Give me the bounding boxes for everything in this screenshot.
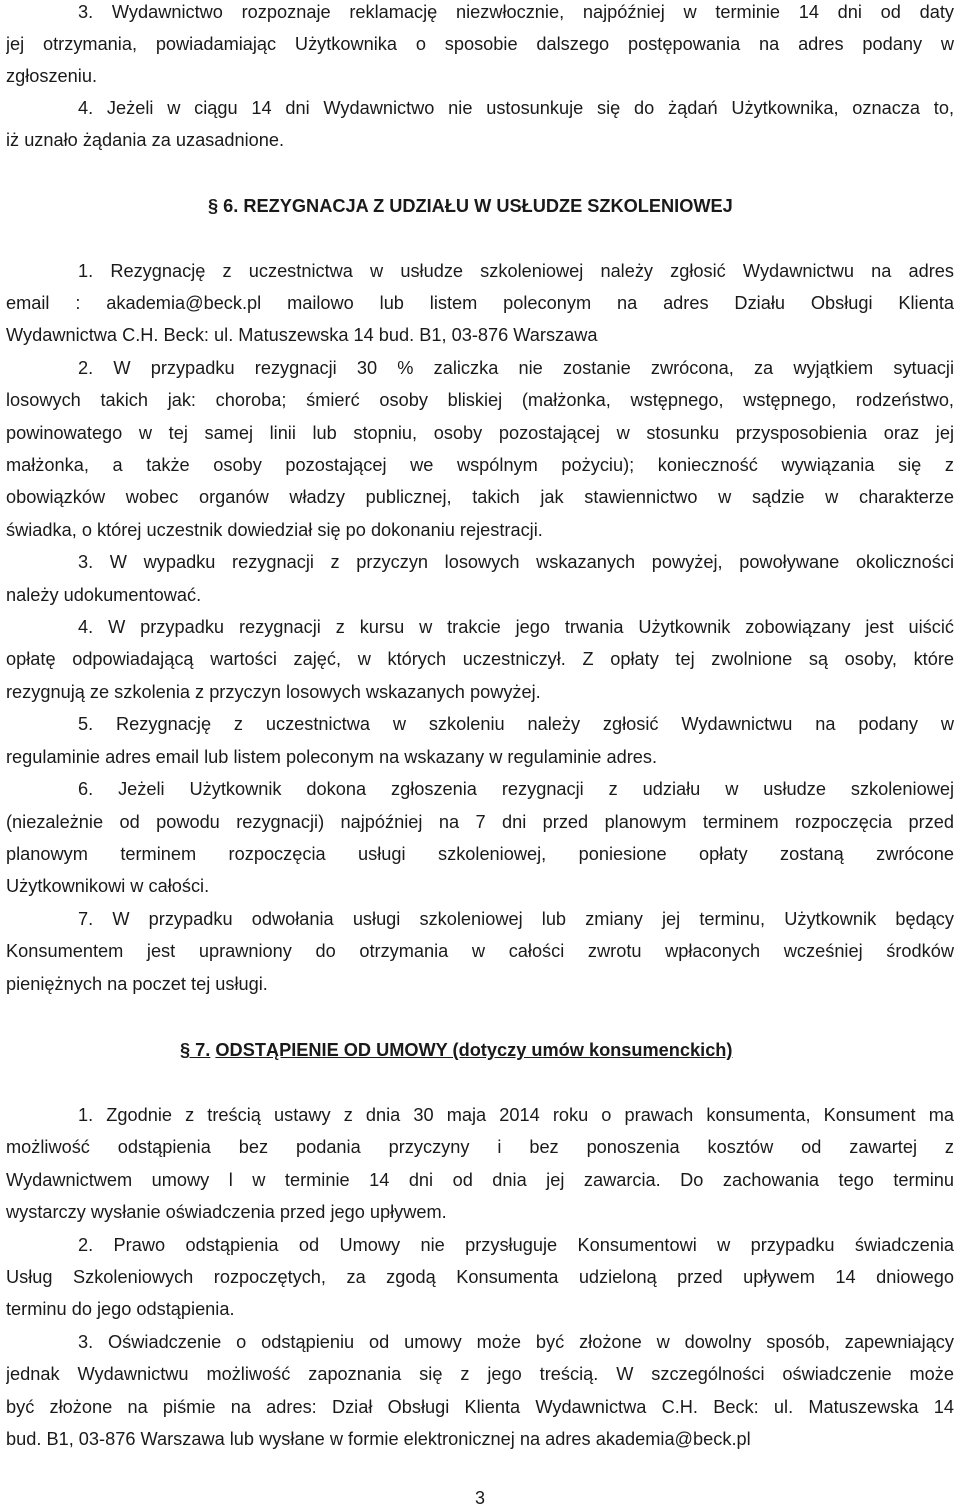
paragraph-line: małżonka, a także osoby pozostającej we wspólnym pożyciu); konieczność wywiązania się z bbox=[6, 455, 954, 475]
paragraph-line: opłatę odpowiadającą wartości zajęć, w których uczestniczył. Z opłaty tej zwolnione są osoby, które bbox=[6, 649, 954, 669]
paragraph-line: regulaminie adres email lub listem poleconym na wskazany w regulaminie adres. bbox=[6, 747, 658, 767]
paragraph-line: Użytkownikowi w całości. bbox=[6, 876, 210, 896]
paragraph-line: Usług Szkoleniowych rozpoczętych, za zgodą Konsumenta udzieloną przed upływem 14 dniowego bbox=[6, 1267, 954, 1287]
paragraph-line: wystarczy wysłanie oświadczenia przed jego upływem. bbox=[6, 1202, 447, 1222]
paragraph-line: należy udokumentować. bbox=[6, 585, 202, 605]
paragraph-line: 6. Jeżeli Użytkownik dokona zgłoszenia rezygnacji z udziału w usłudze szkoleniowej bbox=[78, 779, 954, 799]
paragraph-line: iż uznało żądania za uzasadnione. bbox=[6, 130, 285, 150]
paragraph-line: być złożone na piśmie na adres: Dział Obsługi Klienta Wydawnictwa C.H. Beck: ul. Matuszewska 14 bbox=[6, 1397, 954, 1417]
paragraph-line: zgłoszeniu. bbox=[6, 66, 97, 86]
paragraph-line: 3. W wypadku rezygnacji z przyczyn losowych wskazanych powyżej, powoływane okoliczności bbox=[78, 552, 954, 572]
paragraph-line: 2. W przypadku rezygnacji 30 % zaliczka nie zostanie zwrócona, za wyjątkiem sytuacji bbox=[78, 358, 954, 378]
section-heading bbox=[6, 190, 960, 222]
paragraph-line: powinowatego w tej samej linii lub stopniu, osoby pozostającej w stosunku przysposobienia oraz jej bbox=[6, 423, 954, 443]
paragraph-line: 1. Rezygnację z uczestnictwa w usłudze szkoleniowej należy zgłosić Wydawnictwu na adres bbox=[78, 261, 954, 281]
paragraph-line: Wydawnictwem umowy l w terminie 14 dni od dnia jej zawarcia. Do zachowania tego terminu bbox=[6, 1170, 954, 1190]
section-title: REZYGNACJA Z UDZIAŁU W USŁUDZE SZKOLENIOWEJ bbox=[243, 196, 733, 216]
paragraph-line: 2. Prawo odstąpienia od Umowy nie przysługuje Konsumentowi w przypadku świadczenia bbox=[78, 1235, 954, 1255]
paragraph-line: planowym terminem rozpoczęcia usługi szkoleniowej, poniesione opłaty zostaną zwrócone bbox=[6, 844, 954, 864]
paragraph-line: 5. Rezygnację z uczestnictwa w szkoleniu należy zgłosić Wydawnictwu na podany w bbox=[78, 714, 954, 734]
section-heading bbox=[6, 1034, 960, 1066]
section-title: ODSTĄPIENIE OD UMOWY (dotyczy umów konsumenckich) bbox=[215, 1040, 733, 1060]
paragraph-line: 4. W przypadku rezygnacji z kursu w trakcie jego trwania Użytkownik zobowiązany jest uiścić bbox=[78, 617, 954, 637]
paragraph-line: 3. Oświadczenie o odstąpieniu od umowy może być złożone w dowolny sposób, zapewniający bbox=[78, 1332, 954, 1352]
paragraph-line: świadka, o której uczestnik dowiedział się po dokonaniu rejestracji. bbox=[6, 520, 543, 540]
paragraph-line: Konsumentem jest uprawniony do otrzymania w całości zwrotu wpłaconych wcześniej środków bbox=[6, 941, 954, 961]
paragraph-line: pieniężnych na poczet tej usługi. bbox=[6, 974, 268, 994]
paragraph-line: (niezależnie od powodu rezygnacji) najpóźniej na 7 dni przed planowym terminem rozpoczęcia przed bbox=[6, 812, 954, 832]
paragraph-line: możliwość odstąpienia bez podania przyczyny i bez ponoszenia kosztów od zawartej z bbox=[6, 1137, 954, 1157]
paragraph-line: 4. Jeżeli w ciągu 14 dni Wydawnictwo nie ustosunkuje się do żądań Użytkownika, oznacza to, bbox=[78, 98, 954, 118]
section-number: § 7. bbox=[180, 1040, 211, 1060]
paragraph-line: terminu do jego odstąpienia. bbox=[6, 1299, 235, 1319]
paragraph-line: bud. B1, 03-876 Warszawa lub wysłane w formie elektronicznej na adres akademia@beck.pl bbox=[6, 1429, 751, 1449]
paragraph-line: rezygnują ze szkolenia z przyczyn losowych wskazanych powyżej. bbox=[6, 682, 541, 702]
paragraph-line: email : akademia@beck.pl mailowo lub listem poleconym na adres Działu Obsługi Klienta bbox=[6, 293, 954, 313]
paragraph-line: 3. Wydawnictwo rozpoznaje reklamację niezwłocznie, najpóźniej w terminie 14 dni od daty bbox=[78, 2, 954, 22]
paragraph-line: Wydawnictwa C.H. Beck: ul. Matuszewska 14 bud. B1, 03-876 Warszawa bbox=[6, 325, 598, 345]
paragraph-line: losowych takich jak: choroba; śmierć osoby bliskiej (małżonka, wstępnego, wstępnego, rodzeństwo, bbox=[6, 390, 954, 410]
paragraph-line: jej otrzymania, powiadamiając Użytkownika o sposobie dalszego postępowania na adres podany w bbox=[6, 34, 954, 54]
paragraph-line: 1. Zgodnie z treścią ustawy z dnia 30 maja 2014 roku o prawach konsumenta, Konsument ma bbox=[78, 1105, 954, 1125]
paragraph-line: jednak Wydawnictwu możliwość zapoznania się z jego treścią. W szczególności oświadczenie może bbox=[6, 1364, 954, 1384]
page-number: 3 bbox=[474, 1488, 485, 1508]
paragraph-line: 7. W przypadku odwołania usługi szkoleniowej lub zmiany jej terminu, Użytkownik będący bbox=[78, 909, 954, 929]
section-number: § 6. bbox=[208, 196, 239, 216]
paragraph-line: obowiązków wobec organów władzy publicznej, takich jak stawiennictwo w sądzie w charakterze bbox=[6, 487, 954, 507]
